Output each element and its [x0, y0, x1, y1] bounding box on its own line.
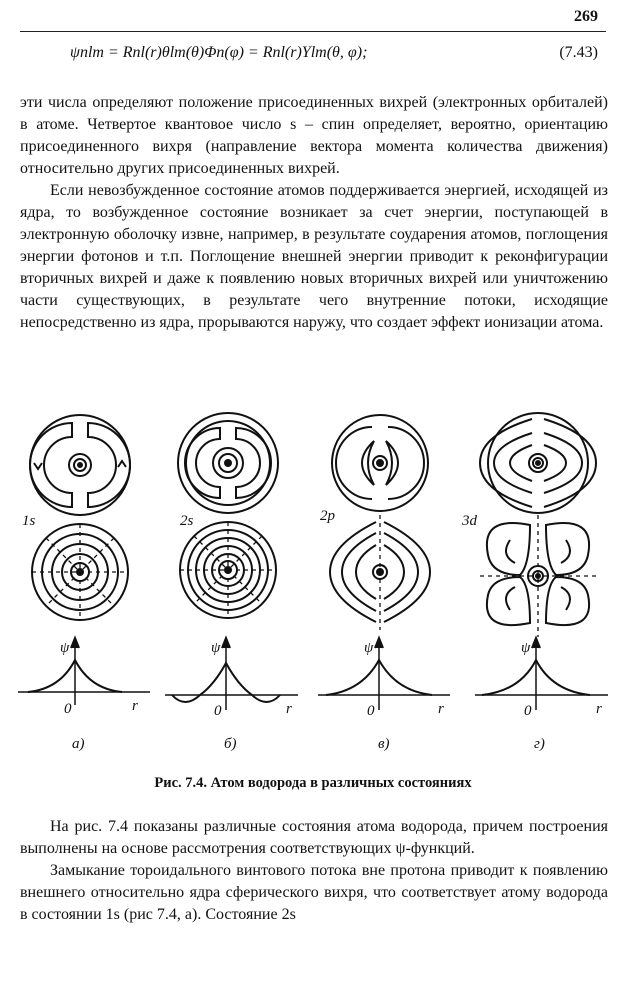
psi-graph-3d [475, 638, 608, 710]
diagram-1s-bottom [32, 524, 128, 620]
axis-zero-1s: 0 [64, 701, 72, 717]
paragraph-3: На рис. 7.4 показаны различные состояния атома водорода, причем построения выполнены на основе рассмотрения соответствующих ψ-функций. [20, 818, 608, 857]
figure-7-4 [0, 405, 626, 765]
axis-zero-3d: 0 [524, 703, 532, 719]
figure-caption: Рис. 7.4. Атом водорода в различных состояниях [154, 775, 472, 791]
axis-r-1s: r [132, 698, 138, 714]
paragraph-4: Замыкание тороидального винтового потока вне протона приводит к появлению внешнего относительно ядра сферического вихря, что соответствует атому водорода в состоянии 1s (рис 7.4, а). Состояние 2s [20, 862, 608, 923]
diagram-3d-top [480, 413, 596, 513]
psi-graph-1s [18, 638, 150, 705]
axis-psi-1s: ψ [60, 640, 70, 656]
sub-label-v: в) [378, 736, 390, 752]
axis-zero-2p: 0 [367, 703, 375, 719]
formula-number: (7.43) [559, 44, 598, 61]
axis-zero-2s: 0 [214, 703, 222, 719]
state-label-1s: 1s [22, 513, 36, 529]
psi-graph-2p [318, 638, 450, 710]
diagram-2s-bottom [180, 522, 276, 618]
state-label-2s: 2s [180, 513, 194, 529]
axis-r-3d: r [596, 701, 602, 717]
psi-graph-2s [165, 638, 298, 710]
text-block-top [20, 92, 608, 334]
paragraph-1: эти числа определяют положение присоединенных вихрей (электронных орбиталей) в атоме. Четвертое квантовое число s – спин определяет, вероятно, ориентацию присоединенного вихря (направление вектора момента количества движения) относительно других присоединенных вихрей. [20, 94, 608, 177]
formula-7-43 [70, 44, 598, 62]
axis-r-2s: r [286, 701, 292, 717]
diagram-2p-bottom [330, 515, 430, 630]
state-label-3d: 3d [462, 513, 477, 529]
paragraph-2: Если невозбужденное состояние атомов поддерживается энергией, исходящей из ядра, то возбужденное состояние возникает за счет энергии, поступающей в электронную оболочку извне, например, в результате соударения атомов, поглощения энергии фотонов и т.п. Поглощение внешней энергии приводит к реконфигурации вторичных вихрей и даже к появлению новых вторичных вихрей или уничтожению части существующих, в результате чего внутренние потоки, исходящие непосредственно из ядра, прорываются наружу, что создает эффект ионизации атома. [20, 182, 608, 331]
diagram-1s-top [30, 415, 130, 515]
axis-r-2p: r [438, 701, 444, 717]
diagram-2s-top [178, 413, 278, 513]
sub-label-b: б) [224, 736, 237, 752]
diagram-3d-bottom [480, 515, 596, 637]
page-number: 269 [574, 8, 598, 25]
axis-psi-2s: ψ [211, 640, 221, 656]
axis-psi-3d: ψ [521, 640, 531, 656]
header-rule [20, 31, 606, 32]
axis-psi-2p: ψ [364, 640, 374, 656]
text-block-bottom [20, 816, 608, 926]
sub-label-g: г) [534, 736, 545, 752]
state-label-2p: 2p [320, 508, 335, 524]
sub-label-a: а) [72, 736, 85, 752]
diagram-2p-top [332, 415, 428, 511]
formula-text: ψnlm = Rnl(r)θlm(θ)Φn(φ) = Rnl(r)Ylm(θ, φ); [70, 44, 368, 61]
